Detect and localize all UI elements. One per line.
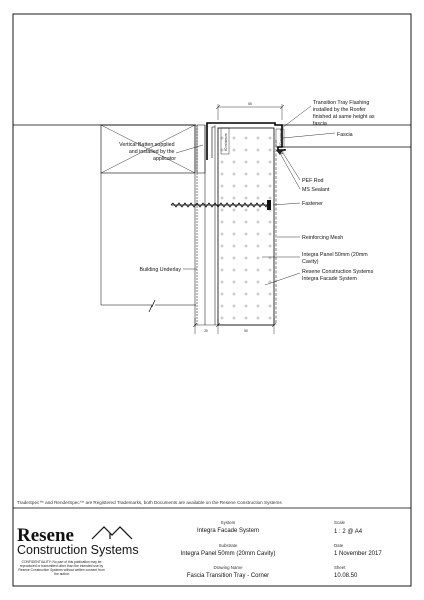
label-pef-rod: PEF Rod bbox=[302, 178, 324, 184]
dimension-tray-leg: 60 minimum bbox=[224, 133, 228, 151]
trademark-note: TradeSpec™ and RenderSpec™ are Registered Trademarks, both Documents are available on the Resene Construction Systems bbox=[17, 500, 282, 505]
scale-label: Scale bbox=[334, 520, 345, 525]
dimension-top-value: 65 bbox=[248, 102, 252, 106]
system-label: System bbox=[220, 520, 236, 525]
drawing-name-value: Fascia Transition Tray - Corner bbox=[186, 573, 270, 579]
label-reinforcing-mesh: Reinforcing Mesh bbox=[302, 235, 344, 241]
label-vertical-batten: Vertical Batten supplied and installed by the applicator bbox=[119, 142, 176, 162]
dimension-tray-side: 50 minimum bbox=[279, 128, 283, 146]
section-drawing bbox=[13, 100, 411, 334]
scale-value: 1 : 2 @ A4 bbox=[334, 529, 363, 535]
system-value: Integra Facade System bbox=[196, 528, 260, 534]
logo-resene: Resene bbox=[17, 525, 74, 546]
sheet-label: Sheet bbox=[334, 565, 346, 570]
dimension-top bbox=[216, 102, 284, 120]
logo-construction-systems: Construction Systems bbox=[17, 543, 139, 557]
label-building-underlay: Building Underlay bbox=[139, 267, 181, 273]
sheet-value: 10.08.50 bbox=[334, 573, 358, 579]
date-label: Date bbox=[334, 543, 344, 548]
substrate-value: Integra Panel 50mm (20mm Cavity) bbox=[180, 551, 276, 557]
label-fascia: Fascia bbox=[337, 132, 353, 138]
logo-roofline-icon bbox=[92, 527, 132, 539]
label-transition-tray-flashing: Transition Tray Flashing installed by the Roofer finished at same height as fascia bbox=[313, 100, 375, 127]
dimension-bottom-right: 50 bbox=[244, 329, 248, 333]
substrate-label: Substrate bbox=[218, 543, 238, 548]
dimension-bottom-left: 20 bbox=[204, 329, 208, 333]
label-fastener: Fastener bbox=[302, 201, 323, 207]
title-block bbox=[17, 520, 382, 579]
integra-panel bbox=[218, 128, 274, 325]
label-integra-panel: Integra Panel 50mm (20mm Cavity) bbox=[302, 252, 368, 265]
drawing-name-label: Drawing Name bbox=[213, 565, 243, 570]
confidentiality-note: CONFIDENTIALITY: No part of this publication may be reproduced or transmitted other than the intended use by Resene Construction Systems without written consent from the author. bbox=[18, 560, 105, 576]
date-value: 1 November 2017 bbox=[334, 551, 382, 557]
label-resene-system: Resene Construction Systems Integra Facade System bbox=[302, 269, 374, 282]
label-ms-sealant: MS Sealant bbox=[302, 187, 330, 193]
